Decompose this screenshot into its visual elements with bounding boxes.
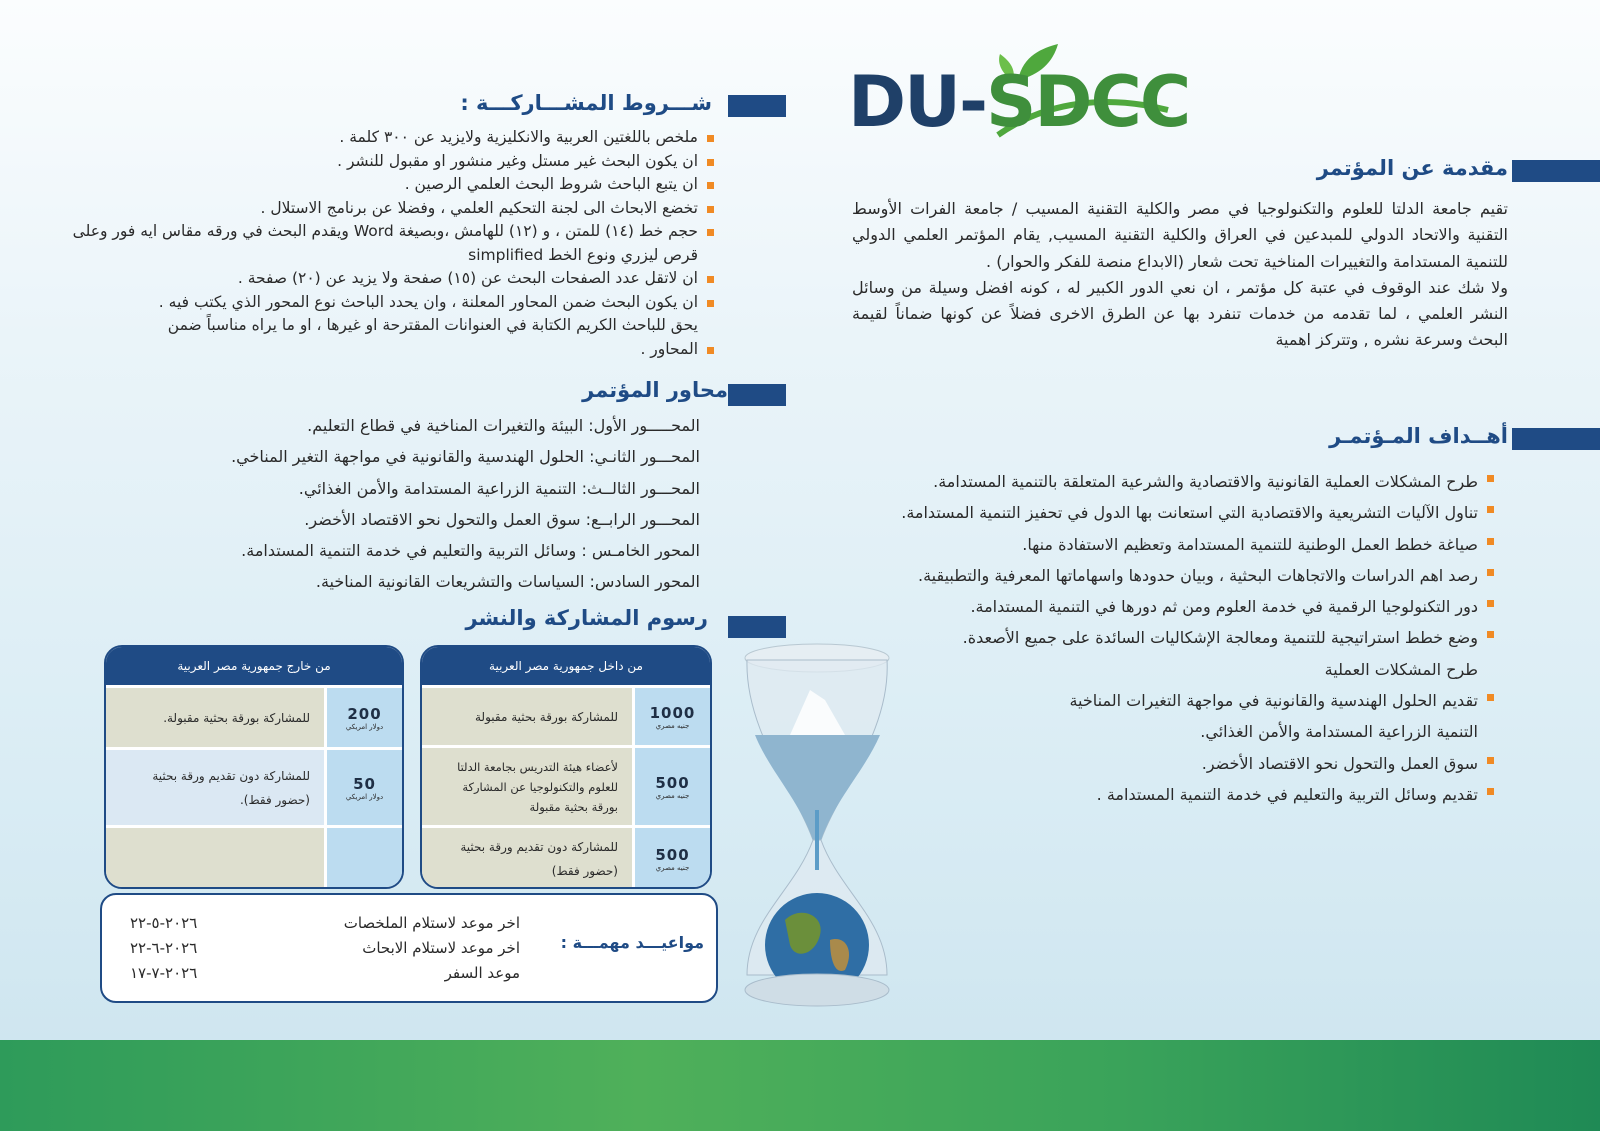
logo-sdcc: SDCC: [986, 61, 1190, 143]
deadline-row: ٢٠٢٦-٥-٢٢ اخر موعد لاستلام الملخصات: [130, 914, 520, 932]
goal-item: صياغة خطط العمل الوطنية للتنمية المستدامة وتعظيم الاستفادة منها.: [804, 529, 1494, 560]
deadline-row: ٢٠٢٦-٦-٢٢ اخر موعد لاستلام الابحاث: [130, 939, 520, 957]
axes-heading: محاور المؤتمر: [582, 378, 728, 402]
goal-item: طرح المشكلات العملية القانونية والاقتصادية والشرعية المتعلقة بالتنمية المستدامة.: [804, 466, 1494, 497]
goals-list: [804, 466, 1494, 810]
deadlines-box: [100, 893, 718, 1003]
intro-heading: مقدمة عن المؤتمر: [1316, 156, 1508, 180]
logo-du: DU-: [848, 61, 986, 143]
condition-item: يحق للباحث الكريم الكتابة في العنوانات المقترحة او غيرها ، او ما يراه مناسباً ضمن: [167, 316, 698, 334]
intro-paragraph-1: تقيم جامعة الدلتا للعلوم والتكنولوجيا في مصر والكلية التقنية المسيب / جامعة الفرات الأوسط التقنية والاتحاد الدولي للمبدعين في العراق والكلية التقنية المسيب, يقام المؤتمر العلمي الدولي للتنمية المستدامة والتغييرات المناخية تحت شعار (الابداع منصة للفكر والحوار) .: [852, 199, 1508, 271]
conditions-list: [64, 126, 714, 361]
table-row: 500 جنيه مصري لأعضاء هيئة التدريس بجامعة الدلتا للعلوم والتكنولوجيا عن المشاركة بورقة بحثية مقبولة: [422, 745, 710, 825]
goal-item: دور التكنولوجيا الرقمية في خدمة العلوم ومن ثم دورها في التنمية المستدامة.: [804, 591, 1494, 622]
intro-text: [852, 196, 1508, 354]
heading-bar: [728, 384, 786, 406]
heading-bar: [728, 616, 786, 638]
heading-bar: [1512, 160, 1600, 182]
axis-item: المحـــور الثانـي: الحلول الهندسية والقانونية في مواجهة التغير المناخي.: [231, 447, 700, 467]
fees-heading: رسوم المشاركة والنشر: [465, 606, 708, 630]
condition-item: ملخص باللغتين العربية والانكليزية ولايزيد عن ٣٠٠ كلمة .: [64, 126, 714, 150]
axis-item: المحور السادس: السياسات والتشريعات القانونية المناخية.: [315, 572, 700, 592]
condition-item: المحاور .: [64, 338, 714, 362]
table-header: من خارج جمهورية مصر العربية: [106, 647, 402, 685]
hourglass-earth-image: [735, 640, 900, 1020]
table-header: من داخل جمهورية مصر العربية: [422, 647, 710, 685]
table-row: 500 جنيه مصري للمشاركة دون تقديم ورقة بحثية (حضور فقط): [422, 825, 710, 889]
goal-item: التنمية الزراعية المستدامة والأمن الغذائي.: [1200, 722, 1478, 742]
goal-item: تقديم الحلول الهندسية والقانونية في مواجهة التغيرات المناخية: [804, 685, 1494, 716]
goal-item: تقديم وسائل التربية والتعليم في خدمة التنمية المستدامة .: [804, 779, 1494, 810]
intro-paragraph-2: ولا شك عند الوقوف في عتبة كل مؤتمر ، ان نعي الدور الكبير له ، كونه افضل وسيلة من وسائل النشر العلمي ، لما تقدمه من خدمات تنفرد بها عن الطرق الاخرى فضلاً عن كونها ضماناً لقيمة البحث وسرعة نشره , وتتركز اهمية: [852, 277, 1508, 350]
conditions-heading: شـــروط المشـــاركـــة :: [460, 91, 712, 115]
axis-item: المحـــور الثالــث: التنمية الزراعية المستدامة والأمن الغذائي.: [298, 478, 700, 498]
goal-item: سوق العمل والتحول نحو الاقتصاد الأخضر.: [804, 748, 1494, 779]
goal-item: رصد اهم الدراسات والاتجاهات البحثية ، وبيان حدودها واسهاماتها المعرفية والتطبيقية.: [864, 560, 1494, 591]
axis-item: المحور الخامـس : وسائل التربية والتعليم في خدمة التنمية المستدامة.: [241, 541, 700, 561]
table-row: 200 دولار امريكي للمشاركة بورقة بحثية مقبولة.: [106, 685, 402, 747]
footer-band: [0, 1040, 1600, 1131]
goal-item: وضع خطط استراتيجية للتنمية ومعالجة الإشكاليات السائدة على جميع الأصعدة.: [804, 622, 1494, 653]
goal-item: تناول الآليات التشريعية والاقتصادية التي استعانت بها الدول في تحفيز التنمية المستدامة.: [844, 497, 1494, 528]
table-row: 1000 جنيه مصري للمشاركة بورقة بحثية مقبولة: [422, 685, 710, 745]
condition-item: ان يكون البحث غير مستل وغير منشور او مقبول للنشر .: [64, 150, 714, 174]
heading-bar: [1512, 428, 1600, 450]
condition-item: ان يكون البحث ضمن المحاور المعلنة ، وان يحدد الباحث نوع المحور الذي يكتب فيه .: [64, 291, 714, 315]
fees-outside-table: [104, 645, 404, 889]
fees-inside-table: [420, 645, 712, 889]
axis-item: المحـــور الرابــع: سوق العمل والتحول نحو الاقتصاد الأخضر.: [304, 509, 700, 529]
condition-item: ان لاتقل عدد الصفحات البحث عن (١٥) صفحة ولا يزيد عن (٢٠) صفحة .: [64, 267, 714, 291]
axes-list: [100, 410, 700, 598]
logo: [848, 40, 1208, 143]
deadline-list: [130, 911, 520, 986]
condition-item: ان يتبع الباحث شروط البحث العلمي الرصين .: [64, 173, 714, 197]
goal-item: طرح المشكلات العملية: [1324, 659, 1478, 679]
condition-item: تخضع الابحاث الى لجنة التحكيم العلمي ، وفضلا عن برنامج الاستلال .: [64, 197, 714, 221]
table-row: [106, 825, 402, 889]
condition-item: حجم خط (١٤) للمتن ، و (١٢) للهامش ،وبصيغة Word ويقدم البحث في ورقه مقاس ايه فور وعلى قرص ليزري ونوع الخط simplified: [64, 220, 714, 267]
axis-item: المحـــــور الأول: البيئة والتغيرات المناخية في قطاع التعليم.: [307, 416, 700, 435]
deadlines-heading: مواعيـــد مهمـــة :: [560, 933, 704, 952]
heading-bar: [728, 95, 786, 117]
deadline-row: ٢٠٢٦-٧-١٧ موعد السفر: [130, 964, 520, 982]
goals-heading: أهــداف المـؤتمـر: [1329, 424, 1508, 448]
table-row: 50 دولار امريكي للمشاركة دون تقديم ورقة بحثية (حضور فقط).: [106, 747, 402, 825]
